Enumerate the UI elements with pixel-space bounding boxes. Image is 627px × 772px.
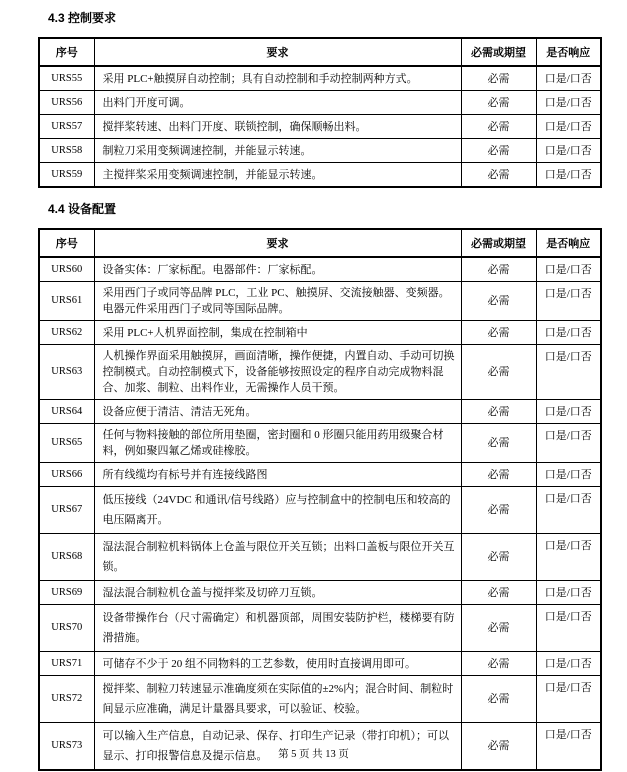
row-id: URS73 bbox=[39, 723, 94, 771]
table-row bbox=[39, 66, 601, 91]
row-response-checkboxes: 口是/口否 bbox=[536, 139, 601, 163]
col-header-requirement: 要求 bbox=[94, 229, 461, 257]
table-row bbox=[39, 652, 601, 676]
requirements-table bbox=[38, 228, 602, 771]
row-id: URS68 bbox=[39, 534, 94, 581]
row-response-checkboxes: 口是/口否 bbox=[536, 345, 601, 400]
row-response-checkboxes: 口是/口否 bbox=[536, 257, 601, 282]
row-mandatory: 必需 bbox=[461, 91, 536, 115]
row-response-checkboxes: 口是/口否 bbox=[536, 652, 601, 676]
row-mandatory: 必需 bbox=[461, 424, 536, 463]
row-requirement: 出料门开度可调。 bbox=[94, 91, 461, 115]
col-header-response: 是否响应 bbox=[536, 229, 601, 257]
row-mandatory: 必需 bbox=[461, 282, 536, 321]
row-id: URS59 bbox=[39, 163, 94, 188]
row-mandatory: 必需 bbox=[461, 581, 536, 605]
row-id: URS64 bbox=[39, 400, 94, 424]
row-requirement: 主搅拌桨采用变频调速控制，并能显示转速。 bbox=[94, 163, 461, 188]
row-id: URS69 bbox=[39, 581, 94, 605]
row-requirement: 设备应便于清洁、清洁无死角。 bbox=[94, 400, 461, 424]
row-response-checkboxes: 口是/口否 bbox=[536, 163, 601, 188]
row-requirement: 设备实体：厂家标配。电器部件：厂家标配。 bbox=[94, 257, 461, 282]
table-row bbox=[39, 345, 601, 400]
row-mandatory: 必需 bbox=[461, 66, 536, 91]
row-id: URS66 bbox=[39, 463, 94, 487]
page-footer: 第 5 页 共 13 页 bbox=[278, 749, 349, 760]
col-header-mandatory: 必需或期望 bbox=[461, 229, 536, 257]
row-response-checkboxes: 口是/口否 bbox=[536, 723, 601, 771]
table-row bbox=[39, 400, 601, 424]
table-row bbox=[39, 321, 601, 345]
row-response-checkboxes: 口是/口否 bbox=[536, 321, 601, 345]
row-requirement: 搅拌桨转速、出料门开度、联锁控制，确保顺畅出料。 bbox=[94, 115, 461, 139]
document-body bbox=[38, 11, 600, 771]
row-response-checkboxes: 口是/口否 bbox=[536, 91, 601, 115]
row-id: URS72 bbox=[39, 676, 94, 723]
row-requirement: 搅拌桨、制粒刀转速显示准确度须在实际值的±2%内；混合时间、制粒时间显示应准确，满足计量器具要求，可以验证、校验。 bbox=[94, 676, 461, 723]
row-mandatory: 必需 bbox=[461, 115, 536, 139]
row-response-checkboxes: 口是/口否 bbox=[536, 282, 601, 321]
row-response-checkboxes: 口是/口否 bbox=[536, 676, 601, 723]
col-header-mandatory: 必需或期望 bbox=[461, 38, 536, 66]
row-requirement: 低压接线（24VDC 和通讯/信号线路）应与控制盒中的控制电压和较高的电压隔离开。 bbox=[94, 487, 461, 534]
row-mandatory: 必需 bbox=[461, 487, 536, 534]
row-mandatory: 必需 bbox=[461, 723, 536, 771]
row-mandatory: 必需 bbox=[461, 534, 536, 581]
row-requirement: 制粒刀采用变频调速控制，并能显示转速。 bbox=[94, 139, 461, 163]
row-requirement: 任何与物料接触的部位所用垫圈，密封圈和 0 形圈只能用药用级聚合材料，例如聚四氟乙烯或硅橡胶。 bbox=[94, 424, 461, 463]
row-requirement: 采用 PLC+人机界面控制，集成在控制箱中 bbox=[94, 321, 461, 345]
row-mandatory: 必需 bbox=[461, 400, 536, 424]
row-mandatory: 必需 bbox=[461, 321, 536, 345]
row-requirement: 采用 PLC+触摸屏自动控制；具有自动控制和手动控制两种方式。 bbox=[94, 66, 461, 91]
row-id: URS57 bbox=[39, 115, 94, 139]
row-response-checkboxes: 口是/口否 bbox=[536, 487, 601, 534]
table-row bbox=[39, 424, 601, 463]
row-response-checkboxes: 口是/口否 bbox=[536, 463, 601, 487]
row-id: URS61 bbox=[39, 282, 94, 321]
document-section bbox=[38, 202, 600, 771]
row-requirement: 可储存不少于 20 组不同物料的工艺参数，使用时直接调用即可。 bbox=[94, 652, 461, 676]
row-requirement: 人机操作界面采用触摸屏，画面清晰，操作便捷，内置自动、手动可切换控制模式。自动控制模式下，设备能够按照设定的程序自动完成物料混合、加浆、制粒、出料作业，无需操作人员干预。 bbox=[94, 345, 461, 400]
row-response-checkboxes: 口是/口否 bbox=[536, 581, 601, 605]
row-mandatory: 必需 bbox=[461, 345, 536, 400]
row-requirement: 设备带操作台（尺寸需确定）和机器顶部，周围安装防护栏，楼梯要有防滑措施。 bbox=[94, 605, 461, 652]
col-header-response: 是否响应 bbox=[536, 38, 601, 66]
row-requirement: 所有线缆均有标号并有连接线路图 bbox=[94, 463, 461, 487]
row-response-checkboxes: 口是/口否 bbox=[536, 400, 601, 424]
row-response-checkboxes: 口是/口否 bbox=[536, 424, 601, 463]
row-id: URS70 bbox=[39, 605, 94, 652]
row-mandatory: 必需 bbox=[461, 163, 536, 188]
row-id: URS65 bbox=[39, 424, 94, 463]
table-header-row bbox=[39, 229, 601, 257]
row-mandatory: 必需 bbox=[461, 652, 536, 676]
row-id: URS67 bbox=[39, 487, 94, 534]
row-response-checkboxes: 口是/口否 bbox=[536, 534, 601, 581]
row-id: URS60 bbox=[39, 257, 94, 282]
row-requirement: 湿法混合制粒机仓盖与搅拌桨及切碎刀互锁。 bbox=[94, 581, 461, 605]
table-row bbox=[39, 605, 601, 652]
table-row bbox=[39, 463, 601, 487]
row-id: URS56 bbox=[39, 91, 94, 115]
row-id: URS63 bbox=[39, 345, 94, 400]
document-section bbox=[38, 11, 600, 188]
table-row bbox=[39, 534, 601, 581]
row-requirement: 采用西门子或同等品牌 PLC，工业 PC、触摸屏、交流接触器、变频器。电器元件采用西门子或同等国际品牌。 bbox=[94, 282, 461, 321]
row-mandatory: 必需 bbox=[461, 676, 536, 723]
table-row bbox=[39, 139, 601, 163]
row-mandatory: 必需 bbox=[461, 605, 536, 652]
table-header-row bbox=[39, 38, 601, 66]
row-response-checkboxes: 口是/口否 bbox=[536, 115, 601, 139]
row-response-checkboxes: 口是/口否 bbox=[536, 605, 601, 652]
table-row bbox=[39, 115, 601, 139]
col-header-seq: 序号 bbox=[39, 38, 94, 66]
table-row bbox=[39, 676, 601, 723]
col-header-requirement: 要求 bbox=[94, 38, 461, 66]
col-header-seq: 序号 bbox=[39, 229, 94, 257]
row-mandatory: 必需 bbox=[461, 463, 536, 487]
row-requirement: 湿法混合制粒机料锅体上仓盖与限位开关互锁；出料口盖板与限位开关互锁。 bbox=[94, 534, 461, 581]
table-row bbox=[39, 487, 601, 534]
row-response-checkboxes: 口是/口否 bbox=[536, 66, 601, 91]
row-requirement: 可以输入生产信息，自动记录、保存、打印生产记录（带打印机）；可以显示、打印报警信息及提示信息。 bbox=[94, 723, 461, 771]
row-id: URS55 bbox=[39, 66, 94, 91]
table-row bbox=[39, 257, 601, 282]
section-title: 4.4 设备配置 bbox=[48, 202, 117, 216]
row-mandatory: 必需 bbox=[461, 139, 536, 163]
table-row bbox=[39, 581, 601, 605]
row-id: URS62 bbox=[39, 321, 94, 345]
table-row bbox=[39, 91, 601, 115]
table-row bbox=[39, 282, 601, 321]
section-title: 4.3 控制要求 bbox=[48, 11, 117, 25]
row-mandatory: 必需 bbox=[461, 257, 536, 282]
table-row bbox=[39, 163, 601, 188]
row-id: URS58 bbox=[39, 139, 94, 163]
row-id: URS71 bbox=[39, 652, 94, 676]
requirements-table bbox=[38, 37, 602, 188]
